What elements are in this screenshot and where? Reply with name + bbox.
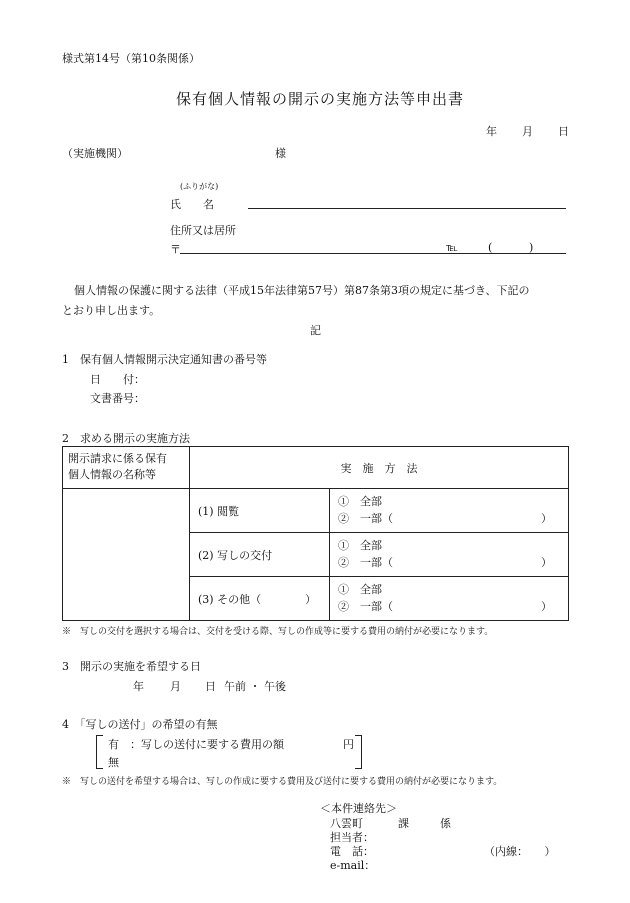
method-cell-3 <box>190 577 330 621</box>
method-1: (1) 閲覧 <box>198 504 240 518</box>
sec1-title: 1 保有個人情報開示決定通知書の番号等 <box>62 353 267 366</box>
name-line[interactable] <box>248 208 566 209</box>
date-year: 年 <box>486 125 497 138</box>
option-1-all[interactable]: ① 全部 <box>338 495 382 508</box>
option-2-part[interactable]: ② 一部（ <box>338 556 393 569</box>
address-label: 住所又は居所 <box>170 224 236 237</box>
sec2-note: ※ 写しの交付を選択する場合は、交付を受ける際、写しの作成等に要する費用の納付が必要になります。 <box>62 627 494 637</box>
name-label: 氏 名 <box>170 198 214 211</box>
tel-icon: ℡ <box>446 241 458 254</box>
intro-line-2: とおり申し出ます。 <box>62 304 161 317</box>
method-cell-1 <box>190 489 330 533</box>
sec3-ampm[interactable]: 午前 ・ 午後 <box>224 680 286 693</box>
furigana-label: (ふりがな) <box>180 182 219 191</box>
sec1-docno-label: 文書番号： <box>90 392 145 405</box>
header-right: 実 施 方 法 <box>340 461 418 475</box>
header-right-cell <box>190 447 569 489</box>
option-cell-1 <box>330 489 569 533</box>
agency-label: （実施機関） <box>62 147 128 160</box>
contact-town: 八雲町 <box>330 817 363 830</box>
sec3-month: 月 <box>170 680 181 693</box>
option-3-part[interactable]: ② 一部（ <box>338 600 393 613</box>
contact-phone: 電 話： <box>330 845 374 858</box>
contact-ka: 課 <box>398 817 409 830</box>
sec4-yen: 円 <box>343 738 354 751</box>
header-left-1: 開示請求に係る保有 <box>68 452 167 465</box>
ki-label: 記 <box>310 324 321 337</box>
option-1-close: ） <box>541 512 552 525</box>
method-table <box>62 446 569 621</box>
option-3-close: ） <box>541 600 552 613</box>
sec4-no[interactable]: 無 <box>108 756 119 769</box>
tel-paren-open: ( <box>488 241 493 254</box>
intro-line-1: 個人情報の保護に関する法律（平成15年法律第57号）第87条第3項の規定に基づき、下記の <box>74 284 530 297</box>
sec3-year: 年 <box>133 680 144 693</box>
sec4-yes[interactable]: 有 ：写しの送付に要する費用の額 <box>108 738 284 751</box>
contact-ext: （内線： ） <box>484 845 556 858</box>
tel-paren-close: ) <box>529 241 534 254</box>
contact-email: e-mail： <box>330 859 376 872</box>
sec3-title: 3 開示の実施を希望する日 <box>62 660 201 673</box>
sec2-title: 2 求める開示の実施方法 <box>62 432 190 445</box>
method-3: (3) その他（ ） <box>198 592 317 606</box>
option-1-part[interactable]: ② 一部（ <box>338 512 393 525</box>
option-2-all[interactable]: ① 全部 <box>338 539 382 552</box>
contact-heading: ＜本件連絡先＞ <box>320 802 397 815</box>
right-bracket <box>355 735 362 769</box>
option-cell-2 <box>330 533 569 577</box>
address-line[interactable] <box>180 253 566 254</box>
option-2-close: ） <box>541 556 552 569</box>
postal-mark: 〒 <box>170 243 181 256</box>
method-2: (2) 写しの交付 <box>198 548 273 562</box>
contact-person: 担当者： <box>330 831 374 844</box>
info-name-cell[interactable] <box>63 489 190 621</box>
sec3-day: 日 <box>205 680 216 693</box>
page-title: 保有個人情報の開示の実施方法等申出書 <box>176 90 465 108</box>
header-left-2: 個人情報の名称等 <box>68 468 156 481</box>
method-cell-2 <box>190 533 330 577</box>
left-bracket <box>96 735 103 769</box>
sec1-date-label: 日 付： <box>90 373 145 386</box>
sama-label: 様 <box>275 147 286 160</box>
sec4-note: ※ 写しの送付を希望する場合は、写しの作成に要する費用及び送付に要する費用の納付が必要になります。 <box>62 777 503 787</box>
form-number: 様式第14号（第10条関係） <box>62 52 200 65</box>
contact-kakari: 係 <box>440 817 451 830</box>
date-day: 日 <box>558 125 569 138</box>
date-month: 月 <box>522 125 533 138</box>
option-cell-3 <box>330 577 569 621</box>
option-3-all[interactable]: ① 全部 <box>338 583 382 596</box>
header-left-cell <box>63 447 190 489</box>
sec4-title: 4 「写しの送付」の希望の有無 <box>62 718 218 731</box>
